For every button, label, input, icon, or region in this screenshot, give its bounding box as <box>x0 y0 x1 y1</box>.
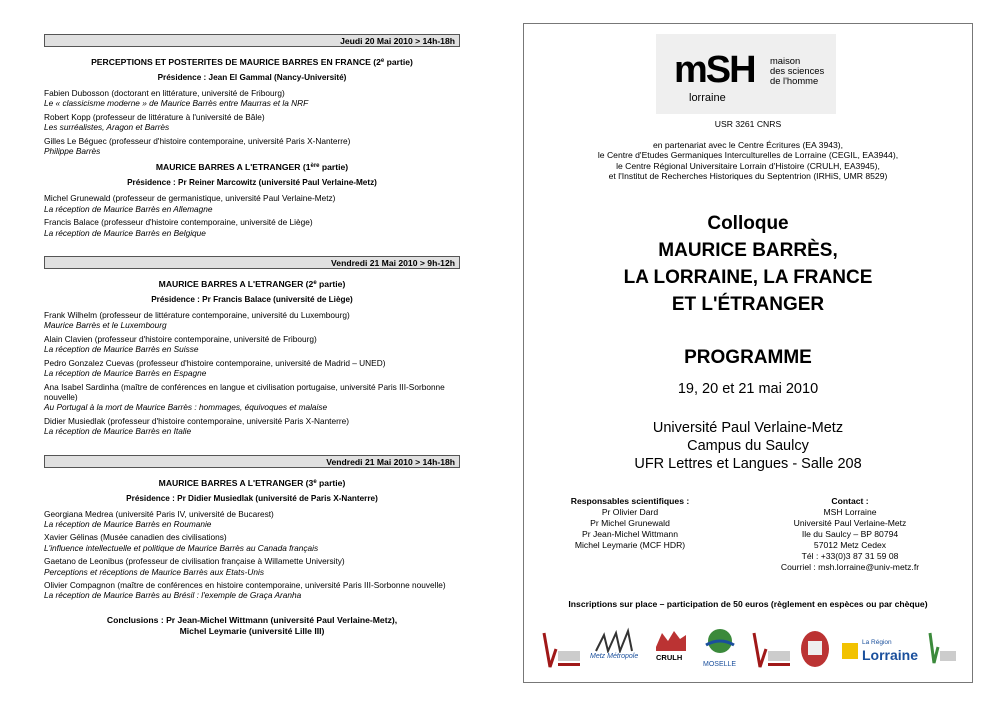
conclusions-line-2: Michel Leymarie (université Lille III) <box>179 625 325 636</box>
session-title <box>44 57 460 67</box>
program-page <box>44 34 460 637</box>
contact-line: MSH Lorraine <box>823 507 877 517</box>
venue-line: UFR Lettres et Langues - Salle 208 <box>634 456 862 472</box>
talk-item <box>44 334 460 355</box>
talk-item <box>44 556 460 577</box>
talk-item <box>44 382 460 413</box>
talk-item <box>44 310 460 331</box>
scientific-leads <box>550 496 710 551</box>
region-small-text: La Région <box>862 639 892 646</box>
talk-title: Les surréalistes, Aragon et Barrès <box>44 122 170 133</box>
contact-heading: Contact : <box>831 496 869 506</box>
talk-list <box>44 310 460 436</box>
contact-line: Ile du Saulcy – BP 80794 <box>801 529 899 539</box>
speaker: Gilles Le Béguec (professeur d'histoire contemporaine, université Paris X-Nanterre) <box>44 135 351 146</box>
registration-note: Inscriptions sur place – participation de 50 euros (règlement en espèces ou par chèque) <box>568 599 928 609</box>
speaker: Didier Musiedlak (professeur d'histoire contemporaine, université Paris X-Nanterre) <box>44 415 350 426</box>
session-title-end: partie) <box>384 57 413 67</box>
speaker: Frank Wilhelm (professeur de littérature contemporaine, université du Luxembourg) <box>44 310 350 321</box>
partner-line: le Centre Régional Universitaire Lorrain d'Histoire (CRULH, EA3945), <box>616 160 880 171</box>
partner-line: en partenariat avec le Centre Écritures (EA 3943), <box>652 140 844 150</box>
lead-name: Pr Michel Grunewald <box>590 518 670 528</box>
venue <box>524 419 972 473</box>
session-title-end: partie) <box>316 279 346 290</box>
usr-label: USR 3261 CNRS <box>714 119 782 129</box>
moselle-icon <box>700 627 740 659</box>
talk-item <box>44 532 460 553</box>
session-title-end: partie) <box>319 162 349 173</box>
talk-title: La réception de Maurice Barrès en Suisse <box>44 344 199 355</box>
talk-title: Philippe Barrès <box>44 146 101 157</box>
session-title <box>44 162 460 172</box>
colloque-label: Colloque <box>707 213 789 234</box>
speaker: Michel Grunewald (professeur de germanistique, université Paul Verlaine-Metz) <box>44 193 336 204</box>
session-title <box>44 478 460 488</box>
talk-title: La réception de Maurice Barrès en Italie <box>44 426 192 437</box>
talk-item <box>44 88 460 109</box>
venue-line: Université Paul Verlaine-Metz <box>652 420 844 436</box>
speaker: Olivier Compagnon (maître de conférences en histoire contemporaine, université Paris III-Sorbonne nouvelle) <box>44 579 446 590</box>
talk-item <box>44 112 460 133</box>
session-chair: Présidence : Pr Francis Balace (université de Liège) <box>151 295 353 305</box>
cover-page <box>523 23 973 683</box>
session-chair: Présidence : Pr Reiner Marcowitz (université Paul Verlaine-Metz) <box>127 178 377 188</box>
metz-metropole-icon <box>586 627 648 653</box>
tag-line: de l'homme <box>770 75 819 86</box>
speaker: Francis Balace (professeur d'histoire contemporaine, université de Liège) <box>44 217 313 228</box>
speaker: Pedro Gonzalez Cuevas (professeur d'histoire contemporaine, université de Madrid – UNED) <box>44 357 386 368</box>
speaker: Ana Isabel Sardinha (maître de conférences en langue et civilisation portugaise, université Paris III-Sorbonne nouvelle) <box>44 381 445 402</box>
talk-item <box>44 580 460 601</box>
contact-block <box>750 496 950 573</box>
region-text: Lorraine <box>862 647 919 663</box>
conclusions <box>44 615 460 637</box>
talk-item <box>44 193 460 214</box>
talk-title: La réception de Maurice Barrès en Roumanie <box>44 518 212 529</box>
moselle-logo <box>700 627 740 675</box>
session-title <box>44 279 460 289</box>
talk-title: La réception de Maurice Barrès en Allemagne <box>44 203 213 214</box>
crulh-text: CRULH <box>656 653 683 662</box>
talk-item <box>44 358 460 379</box>
talk-title: Maurice Barrès et le Luxembourg <box>44 320 167 331</box>
title-line: LA LORRAINE, LA FRANCE <box>623 267 873 288</box>
region-square-icon <box>842 643 858 659</box>
event-dates: 19, 20 et 21 mai 2010 <box>677 381 819 397</box>
talk-item <box>44 217 460 238</box>
metz-metropole-logo <box>586 627 648 675</box>
msh-logo-mark: mSH <box>674 49 755 91</box>
coat-of-arms-icon <box>796 627 834 675</box>
talk-title: Au Portugal à la mort de Maurice Barrès : hommages, équivoques et malaise <box>44 402 328 413</box>
sup: ère <box>310 163 320 170</box>
leads-heading: Responsables scientifiques : <box>570 496 690 506</box>
sup: e <box>313 280 317 287</box>
lead-name: Pr Olivier Dard <box>601 507 659 517</box>
talk-list <box>44 193 460 238</box>
venue-line: Campus du Saulcy <box>687 438 809 454</box>
talk-item <box>44 509 460 530</box>
speaker: Gaetano de Leonibus (professeur de civilisation française à Willamette University) <box>44 556 345 567</box>
session-bar-thursday: Jeudi 20 Mai 2010 > 14h-18h <box>44 34 460 47</box>
colloque-title <box>524 237 972 318</box>
partner-line: et l'Institut de Recherches Historiques du Septentrion (IRHiS, UMR 8529) <box>608 171 888 182</box>
conclusions-line-1: Conclusions : Pr Jean-Michel Wittmann (université Paul Verlaine-Metz), <box>106 614 398 625</box>
moselle-text: MOSELLE <box>703 661 737 668</box>
title-line: ET L'ÉTRANGER <box>671 294 825 315</box>
crulh-logo <box>654 627 688 675</box>
sup: e <box>313 478 317 485</box>
talk-item <box>44 416 460 437</box>
msh-logo <box>656 34 836 114</box>
msh-logo-tagline <box>770 56 840 86</box>
tag-line: des sciences <box>770 65 825 76</box>
partner-line: le Centre d'Etudes Germaniques Interculturelles de Lorraine (CEGIL, EA3944), <box>597 150 899 161</box>
contact-line: Tél : +33(0)3 87 31 59 08 <box>801 551 899 561</box>
session-chair: Présidence : Pr Didier Musiedlak (université de Paris X-Nanterre) <box>126 493 378 503</box>
university-logo-1 <box>538 627 582 675</box>
speaker: Robert Kopp (professeur de littérature à l'université de Bâle) <box>44 111 265 122</box>
lead-name: Michel Leymarie (MCF HDR) <box>574 540 686 550</box>
crulh-icon <box>654 627 688 653</box>
speaker: Georgiana Medrea (université Paris IV, université de Bucarest) <box>44 508 274 519</box>
session-title-text: MAURICE BARRES A L'ETRANGER (2 <box>158 279 314 290</box>
university-logo-3 <box>922 627 958 675</box>
session-bar-friday-morning: Vendredi 21 Mai 2010 > 9h-12h <box>44 256 460 269</box>
contact-line: Université Paul Verlaine-Metz <box>793 518 907 528</box>
session-bar-friday-afternoon: Vendredi 21 Mai 2010 > 14h-18h <box>44 455 460 468</box>
title-line: MAURICE BARRÈS, <box>658 240 838 261</box>
talk-title: L'influence intellectuelle et politique de Maurice Barrès au Canada français <box>44 542 319 553</box>
speaker: Alain Clavien (professeur d'histoire contemporaine, université de Fribourg) <box>44 333 317 344</box>
contact-line: 57012 Metz Cedex <box>813 540 887 550</box>
talk-list <box>44 509 460 601</box>
sup: e <box>380 58 385 64</box>
session-chair: Présidence : Jean El Gammal (Nancy-Université) <box>157 73 347 82</box>
talk-title: La réception de Maurice Barrès au Brésil : l'exemple de Graça Aranha <box>44 590 302 601</box>
session-title-text: MAURICE BARRES A L'ETRANGER (1 <box>155 162 311 173</box>
msh-logo-sub: lorraine <box>689 92 726 104</box>
session-title-text: MAURICE BARRES A L'ETRANGER (3 <box>158 477 314 488</box>
talk-list <box>44 88 460 156</box>
region-lorraine-logo <box>840 627 919 675</box>
talk-title: Le « classicisme moderne » de Maurice Barrès entre Maurras et la NRF <box>44 98 309 109</box>
talk-title: Perceptions et réceptions de Maurice Barrès aux Etats-Unis <box>44 566 264 577</box>
lead-name: Pr Jean-Michel Wittmann <box>582 529 678 539</box>
partners <box>524 140 972 182</box>
session-title-text: PERCEPTIONS ET POSTERITES DE MAURICE BARRES EN FRANCE (2 <box>91 57 381 67</box>
session-title-end: partie) <box>316 477 346 488</box>
partner-logos <box>538 627 958 677</box>
talk-title: La réception de Maurice Barrès en Espagne <box>44 368 207 379</box>
talk-title: La réception de Maurice Barrès en Belgique <box>44 227 206 238</box>
tag-line: maison <box>770 55 801 66</box>
speaker: Xavier Gélinas (Musée canadien des civilisations) <box>44 532 227 543</box>
programme-label: PROGRAMME <box>684 347 812 368</box>
metz-metropole-text: Metz Métropole <box>590 653 639 660</box>
contact-email[interactable]: Courriel : msh.lorraine@univ-metz.fr <box>780 562 920 572</box>
university-logo-2 <box>748 627 792 675</box>
talk-item <box>44 136 460 157</box>
speaker: Fabien Dubosson (doctorant en littérature, université de Fribourg) <box>44 88 285 98</box>
